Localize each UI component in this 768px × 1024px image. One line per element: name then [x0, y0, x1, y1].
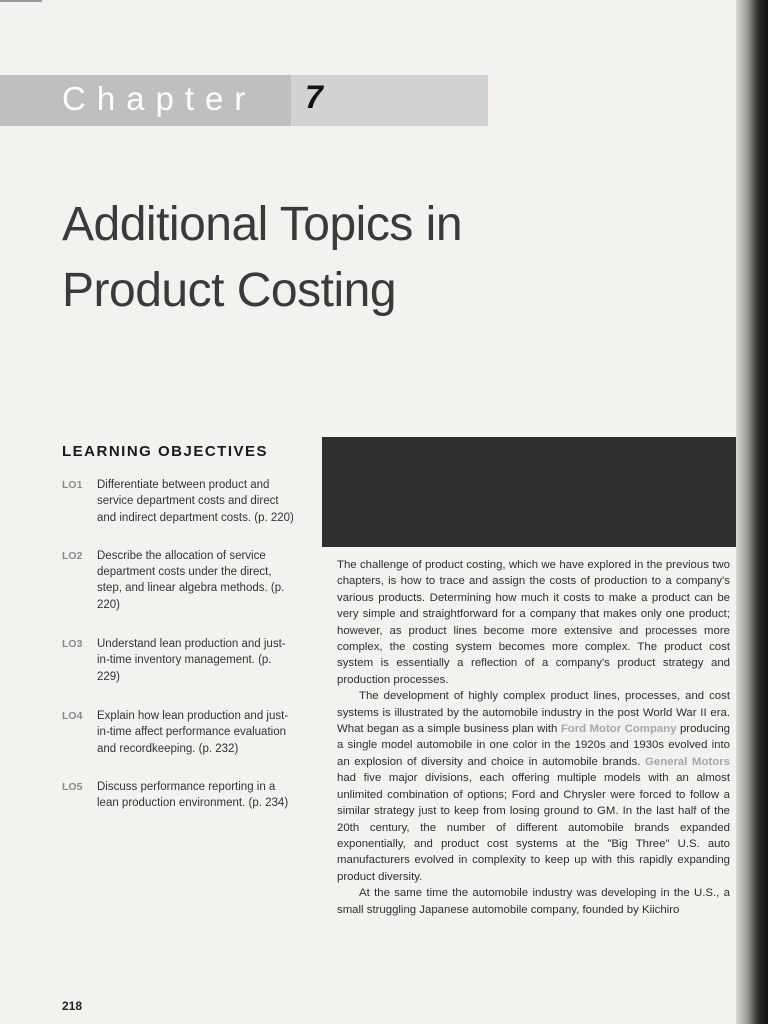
company-name-gm: General Motors [645, 755, 730, 768]
chapter-intro-text [337, 557, 730, 918]
objective-code: LO2 [62, 549, 83, 562]
objective-text: Discuss performance reporting in a lean production environment. (p. 234) [97, 780, 289, 810]
chapter-title [62, 192, 702, 324]
objective-code: LO4 [62, 709, 83, 722]
top-rule [0, 0, 42, 2]
chapter-label: Chapter [62, 80, 257, 117]
learning-objectives-heading: LEARNING OBJECTIVES [62, 443, 269, 460]
chapter-title-line-2: Product Costing [62, 264, 397, 317]
page-binding-edge [736, 0, 768, 1024]
objective-text: Explain how lean production and just-in-time affect performance evaluation and recordkeeping. (p. 232) [97, 709, 289, 755]
paragraph [337, 688, 730, 885]
objective-code: LO5 [62, 780, 83, 793]
chapter-title-line-1: Additional Topics in [62, 198, 463, 251]
learning-objective [62, 779, 302, 812]
text-run: The development of highly complex product lines, processes, and cost systems is illustrated by the automobile industry in the post World War II era. What began as a simple business plan with [337, 690, 730, 736]
objective-code: LO1 [62, 479, 83, 491]
learning-objective [62, 477, 302, 526]
paragraph: The challenge of product costing, which we have explored in the previous two chapters, is how to trace and assign the costs of production to a company's various products. Determining how much it costs to make a product can be very simple and straightforward for a company that makes only one product; however, as product lines become more extensive and processes more complex, the costing system becomes more complex. The product cost system is essentially a reflection of a company's product strategy and production processes. [337, 559, 730, 686]
header-image-block [322, 437, 740, 547]
paragraph: At the same time the automobile industry was developing in the U.S., a small struggling Japanese automobile company, founded by Kiichiro [337, 887, 730, 916]
objective-text: Understand lean production and just-in-time inventory management. (p. 229) [97, 638, 286, 683]
learning-objective [62, 636, 302, 685]
learning-objectives-list [62, 477, 302, 811]
learning-objective [62, 708, 302, 757]
objective-text: Differentiate between product and service department costs and direct and indirect department costs. (p. 220) [97, 479, 294, 524]
learning-objective [62, 548, 302, 613]
text-run: had five major divisions, each offering multiple models with an almost unlimited combination of options; Ford and Chrysler were forced to follow a similar strategy just to keep from losing ground to GM. In the last half of the 20th century, the number of different automobile brands expanded exponentially, and product cost systems at the "Big Three" U.S. auto manufacturers evolved in complexity to keep up with this rapidly expanding product diversity. [337, 772, 730, 883]
chapter-number: 7 [305, 79, 323, 115]
objective-code: LO3 [62, 638, 83, 651]
text-run: producing a single model automobile in one color in the 1920s and 1930s evolved into an explosion of diversity and choice in automobile brands. [337, 723, 730, 768]
company-name-ford: Ford Motor Company [560, 723, 677, 736]
page-number: 218 [62, 999, 83, 1013]
objective-text: Describe the allocation of service department costs under the direct, step, and linear algebra methods. (p. 220) [97, 549, 285, 611]
